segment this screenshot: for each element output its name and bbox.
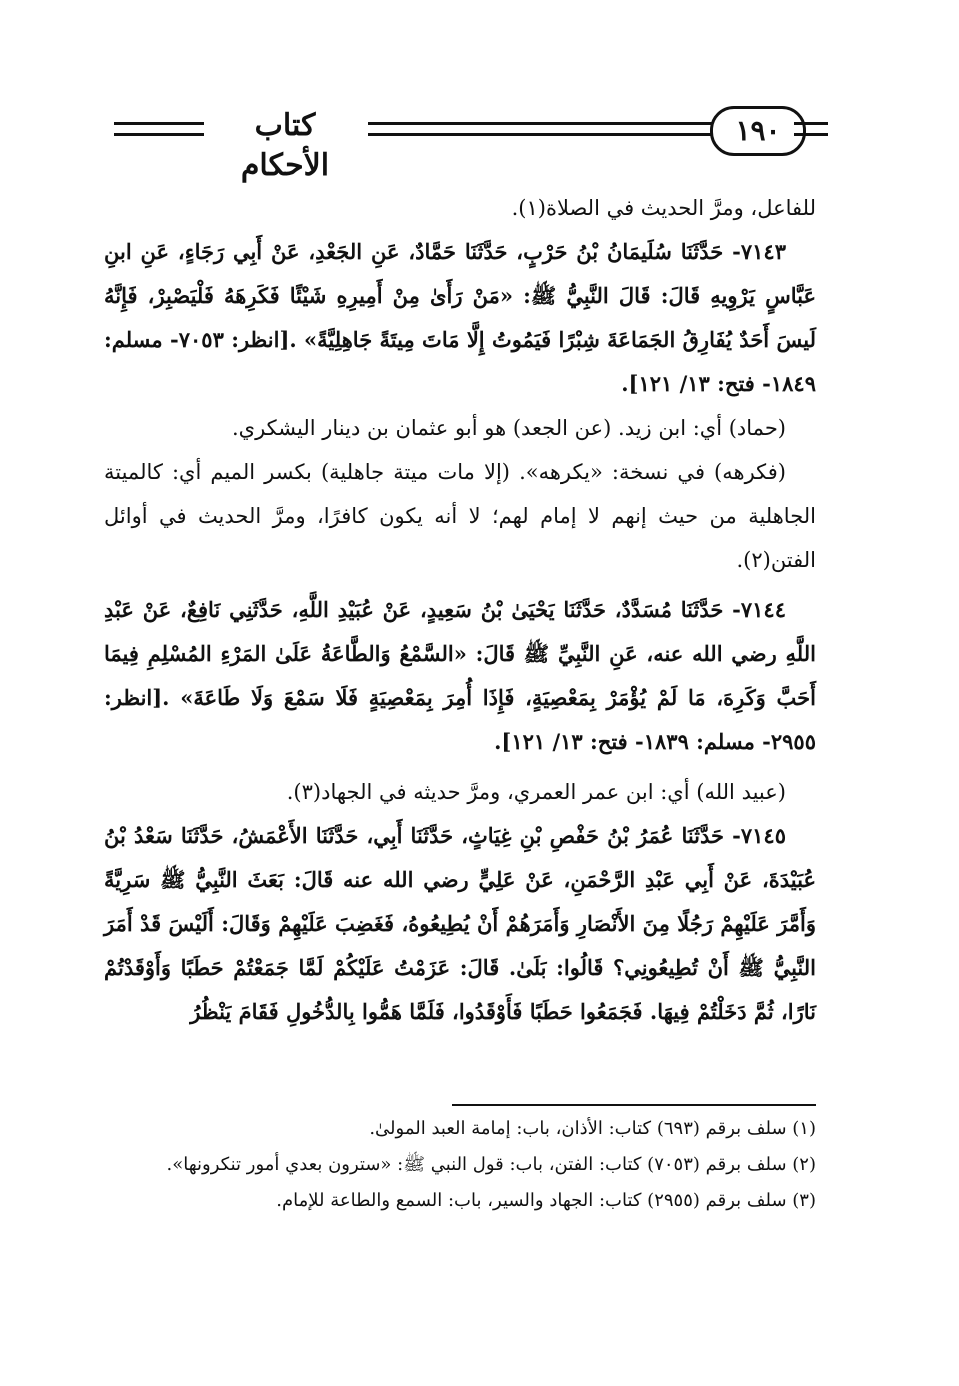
hadith-7145: ٧١٤٥- حَدَّثَنَا عُمَرُ بْنُ حَفْصِ بْنِ غِيَاثٍ، حَدَّثَنَا أَبِي، حَدَّثَنَا الأَعْمَشُ، حَدَّثَنَا سَعْدُ بْنُ عُبَيْدَةَ، عَنْ أَبِي عَبْدِ الرَّحْمَنِ، عَنْ عَلِيٍّ رضي الله عنه قَالَ: بَعَثَ النَّبِيُّ ﷺ سَرِيَّةً وَأَمَّرَ عَلَيْهِمْ رَجُلًا مِنَ الأَنْصَارِ وَأَمَرَهُمْ أَنْ يُطِيعُوهُ، فَغَضِبَ عَلَيْهِمْ وَقَالَ: أَلَيْسَ قَدْ أَمَرَ النَّبِيُّ ﷺ أَنْ تُطِيعُونِي؟ قَالُوا: بَلَىٰ. قَالَ: عَزَمْتُ عَلَيْكُمْ لَمَّا جَمَعْتُمْ حَطَبًا وَأَوْقَدْتُمْ نَارًا، ثُمَّ دَخَلْتُمْ فِيهَا. فَجَمَعُوا حَطَبًا فَأَوْقَدُوا، فَلَمَّا هَمُّوا بِالدُّخُولِ فَقَامَ يَنْظُرُ bbox=[104, 823, 816, 1024]
commentary-paragraph: (عبيد الله) أي: ابن عمر العمري، ومرَّ حديثه في الجهاد(٣). bbox=[286, 780, 786, 804]
footnote-3: (٣) سلف برقم (٢٩٥٥) كتاب: الجهاد والسير، باب: السمع والطاعة للإمام. bbox=[276, 1190, 816, 1211]
hadith-7144: ٧١٤٤- حَدَّثَنَا مُسَدَّدٌ، حَدَّثَنَا يَحْيَىٰ بْنُ سَعِيدٍ، عَنْ عُبَيْدِ اللَّهِ، حَدَّثَنِي نَافِعٌ، عَنْ عَبْدِ اللَّهِ رضي الله عنه، عَنِ النَّبِيِّ ﷺ قَالَ: «السَّمْعُ وَالطَّاعَةُ عَلَىٰ المَرْءِ المُسْلِمِ فِيمَا أَحَبَّ وَكَرِهَ، مَا لَمْ يُؤْمَرْ بِمَعْصِيَةٍ، فَإِذَا أُمِرَ بِمَعْصِيَةٍ فَلَا سَمْعَ وَلَا طَاعَةَ» .[انظر: ٢٩٥٥- مسلم: ١٨٣٩- فتح: ١٣/ ١٢١]. bbox=[104, 597, 816, 754]
header-rule-left bbox=[114, 122, 204, 136]
footnote-divider bbox=[452, 1104, 816, 1106]
footnote-2: (٢) سلف برقم (٧٠٥٣) كتاب: الفتن، باب: قول النبي ﷺ: «سترون بعدي أمور تنكرونها». bbox=[166, 1154, 816, 1175]
page-number: ١٩٠ bbox=[710, 106, 806, 156]
main-text bbox=[104, 186, 816, 1034]
header-rule-middle bbox=[368, 122, 718, 136]
header-rule-right bbox=[794, 122, 828, 136]
footnotes bbox=[104, 1112, 816, 1220]
hadith-7143: ٧١٤٣- حَدَّثَنَا سُلَيمَانُ بْنُ حَرْبٍ، حَدَّثَنَا حَمَّادٌ، عَنِ الجَعْدِ، عَنْ أَبِي رَجَاءٍ، عَنِ ابنِ عَبَّاسٍ يَرْوِيهِ قَالَ: قَالَ النَّبِيُّ ﷺ: «مَنْ رَأَىٰ مِنْ أَمِيرِهِ شَيْئًا فَكَرِهَهُ فَلْيَصْبِرْ، فَإِنَّهُ لَيسَ أَحَدٌ يُفَارِقُ الجَمَاعَةَ شِبْرًا فَيَمُوتُ إِلَّا مَاتَ مِيتَةً جَاهِلِيَّةً» .[انظر: ٧٠٥٣- مسلم: ١٨٤٩- فتح: ١٣/ ١٢١]. bbox=[104, 239, 816, 396]
commentary-paragraph: (فكرهه) في نسخة: «يكرهه». (إلا مات ميتة جاهلية) بكسر الميم أي: كالميتة الجاهلية من حيث إنهم لا إمام لهم؛ لا أنه يكون كافرًا، ومرَّ الحديث في أوائل الفتن(٢). bbox=[104, 460, 816, 572]
footnote-1: (١) سلف برقم (٦٩٣) كتاب: الأذان، باب: إمامة العبد المولىٰ. bbox=[369, 1118, 816, 1139]
commentary-paragraph: (حماد) أي: ابن زيد. (عن الجعد) هو أبو عثمان بن دينار اليشكري. bbox=[231, 416, 786, 440]
page-header bbox=[98, 100, 828, 183]
paragraph-continuation: للفاعل، ومرَّ الحديث في الصلاة(١). bbox=[511, 196, 816, 220]
book-title: كتاب الأحكام bbox=[240, 108, 330, 183]
